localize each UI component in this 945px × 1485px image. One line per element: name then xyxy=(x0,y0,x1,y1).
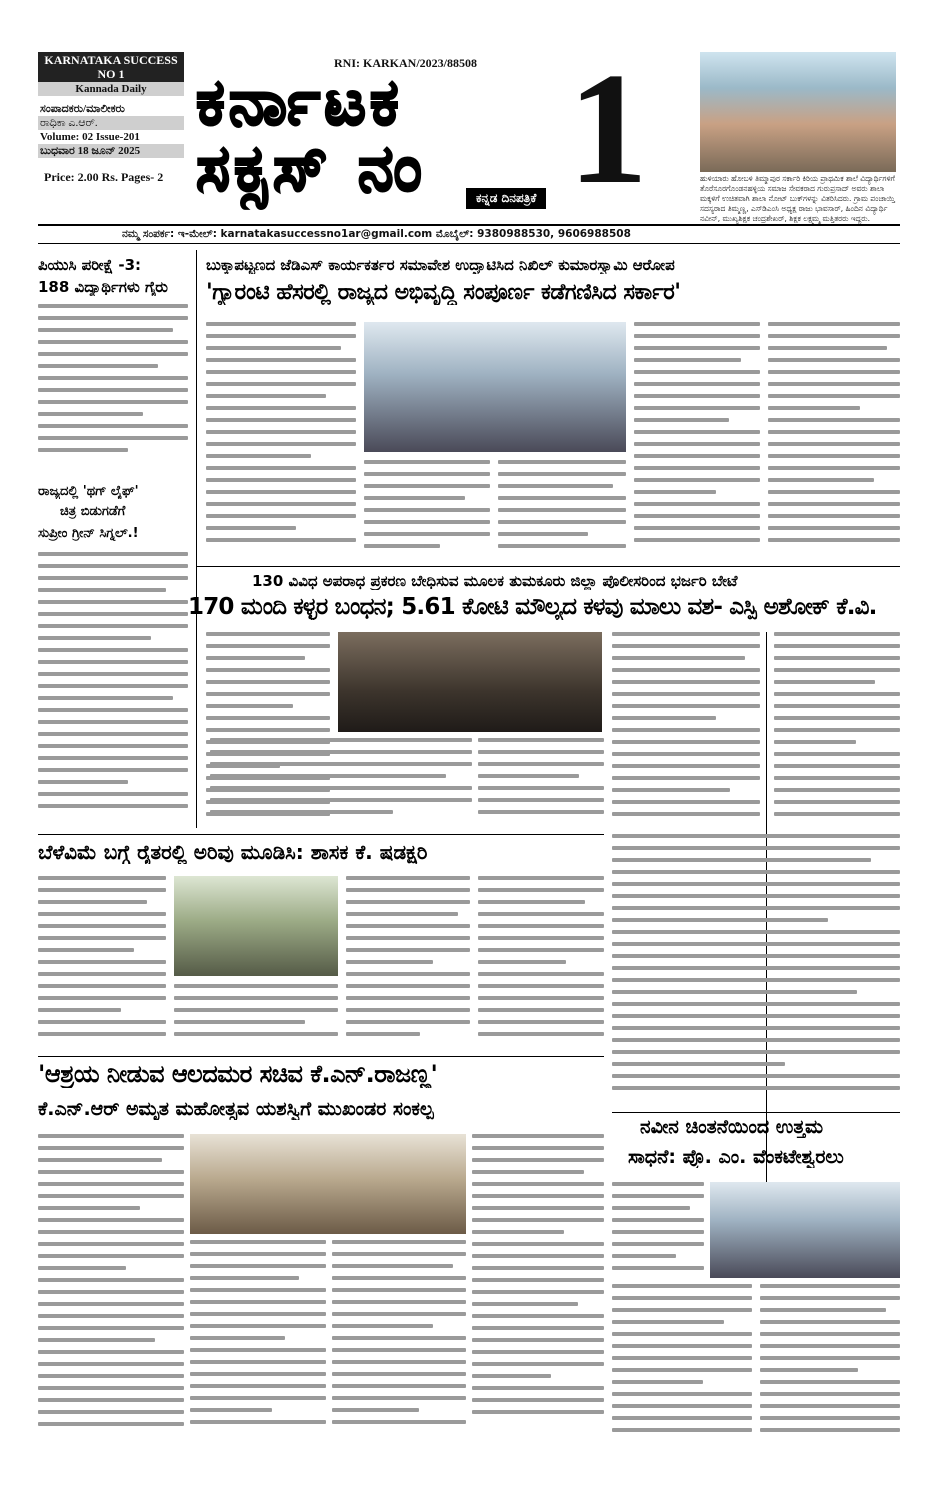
police-body-col2 xyxy=(210,738,472,828)
section-rule-4 xyxy=(612,1112,900,1113)
venkatesh-headline: ನವೀನ ಚಿಂತನೆಯಿಂದ ಉತ್ತಮ xyxy=(640,1116,824,1138)
nikhil-body-col3 xyxy=(498,460,626,560)
rajanna-body-col3 xyxy=(332,1240,466,1444)
police-body-col5 xyxy=(774,632,900,828)
top-photo-caption: ಹುಳಿಯಾರು ಹೋಬಳಿ ತಿಮ್ಮಾಪುರ ಸರ್ಕಾರಿ ಕಿರಿಯ ಪ್ರಾಥಮಿಕ ಶಾಲೆ ವಿದ್ಯಾರ್ಥಿಗಳಿಗೆ ತೊರೆಸೂರಗೊಂಡನಹಳ್ಳಿಯ ಸಮಾಜ ಸೇವಕರಾದ ಗುರುಪ್ರಸಾದ್ ಅವರು ಶಾಲಾ ಮಕ್ಕಳಿಗೆ ಉಚಿತವಾಗಿ ಶಾಲಾ ನೋಟ್ ಬುಕ್‌ಗಳನ್ನು ವಿತರಿಸಿದರು. ಗ್ರಾಮ ಪಂಚಾಯ್ತಿ ಸದಸ್ಯರಾದ ತಿಮ್ಮಣ್ಣ, ಎಸ್‌ಡಿಎಂಸಿ ಅಧ್ಯಕ್ಷ ರಾಜು ಭಾವಸಾರ್, ಹಿಂದಿನ ವಿದ್ಯಾರ್ಥಿ ನವೀನ್, ಮುಖ್ಯಶಿಕ್ಷಕ ಚಂದ್ರಶೇಖರ್, ಶಿಕ್ಷಕ ಲಕ್ಷ್ಮಮ್ಮ ಮತ್ತಿತರರು ಇದ್ದರು. xyxy=(700,174,895,223)
police-press-photo xyxy=(338,632,602,732)
crop-body-col3 xyxy=(346,876,470,1052)
contact-bar: ನಮ್ಮ ಸಂಪರ್ಕ: ಇ-ಮೇಲ್: karnatakasuccessno1ar@gmail.com ಮೊಬೈಲ್: 9380988530, 9606988508 xyxy=(38,224,900,244)
section-rule xyxy=(196,566,900,567)
thug-body xyxy=(38,552,188,824)
english-title: KARNATAKA SUCCESS NO 1 xyxy=(38,52,184,82)
english-subtitle: Kannada Daily xyxy=(38,82,184,96)
rajanna-body-col2 xyxy=(190,1240,326,1444)
rni-number: RNI: KARKAN/2023/88508 xyxy=(334,56,477,70)
crop-body-col2 xyxy=(174,984,338,1052)
nikhil-body-col2 xyxy=(364,460,490,560)
venkatesh-subhead: ಸಾಧನೆ: ಪ್ರೊ. ಎಂ. ವೆಂಕಟೇಶ್ವರಲು xyxy=(628,1146,844,1168)
venkatesh-body-col1a xyxy=(612,1182,704,1278)
puc-body xyxy=(38,304,188,472)
nikhil-headline: 'ಗ್ಯಾರಂಟಿ ಹೆಸರಲ್ಲಿ ರಾಜ್ಯದ ಅಭಿವೃದ್ಧಿ ಸಂಪೂರ್ಣ ಕಡೆಗಣಿಸಿದ ಸರ್ಕಾರ' xyxy=(206,280,681,305)
school-children-photo xyxy=(700,52,896,172)
venkatesh-body-col1 xyxy=(612,1284,752,1444)
title-line-1: ಕರ್ನಾಟಕ xyxy=(196,66,403,140)
title-line-2: ಸಕ್ಸಸ್ ನಂ xyxy=(196,132,426,206)
venkatesh-body-col2 xyxy=(760,1284,900,1444)
crop-headline: ಬೆಳೆವಿಮೆ ಬಗ್ಗೆ ರೈತರಲ್ಲಿ ಅರಿವು ಮೂಡಿಸಿ: ಶಾಸಕ ಕೆ. ಷಡಕ್ಷರಿ xyxy=(38,840,428,864)
police-body-col3 xyxy=(478,738,604,828)
column-rule xyxy=(196,250,197,828)
nikhil-kicker: ಬುಕ್ಕಾಪಟ್ಟಣದ ಜೆಡಿಎಸ್ ಕಾರ್ಯಕರ್ತರ ಸಮಾವೇಶ ಉದ್ಘಾಟಿಸಿದ ನಿಖಿಲ್ ಕುಮಾರಸ್ವಾಮಿ ಆರೋಪ xyxy=(206,256,675,274)
police-kicker: 130 ವಿವಿಧ ಅಪರಾಧ ಪ್ರಕರಣ ಬೇಧಿಸುವ ಮೂಲಕ ತುಮಕೂರು ಜಿಲ್ಲಾ ಪೊಲೀಸರಿಂದ ಭರ್ಜರಿ ಬೇಟೆ xyxy=(252,572,738,590)
rajanna-subhead: ಕೆ.ಎನ್.ಆರ್ ಅಮೃತ ಮಹೋತ್ಸವ ಯಶಸ್ವಿಗೆ ಮುಖಂಡರ ಸಂಕಲ್ಪ xyxy=(38,1098,434,1120)
price-pages: Price: 2.00 Rs. Pages- 2 xyxy=(44,170,164,184)
rajanna-body-col1 xyxy=(38,1134,184,1444)
nikhil-body-col1 xyxy=(206,322,356,560)
thug-subhead-2: ಸುಪ್ರೀಂ ಗ್ರೀನ್ ಸಿಗ್ನಲ್.! xyxy=(38,526,139,541)
editor-label: ಸಂಪಾದಕರು/ಮಾಲೀಕರು xyxy=(40,103,125,115)
award-photo xyxy=(710,1182,900,1278)
police-body-col4 xyxy=(612,632,760,828)
rajanna-leaders-photo xyxy=(190,1134,466,1234)
rajanna-headline: 'ಆಶ್ರಯ ನೀಡುವ ಆಲದಮರ ಸಚಿವ ಕೆ.ಎನ್.ರಾಜಣ್ಣ' xyxy=(38,1060,438,1088)
daily-label: ಕನ್ನಡ ದಿನಪತ್ರಿಕೆ xyxy=(466,188,546,209)
puc-subhead: 188 ವಿದ್ಯಾರ್ಥಿಗಳು ಗೈರು xyxy=(38,278,168,296)
masthead-info xyxy=(38,52,184,212)
nikhil-body-col4 xyxy=(634,322,760,560)
thug-headline: ರಾಜ್ಯದಲ್ಲಿ 'ಥಗ್ ಲೈಫ್' xyxy=(38,484,139,499)
section-rule-2 xyxy=(38,834,604,835)
police-body-cont xyxy=(612,834,900,1108)
crop-vehicle-photo xyxy=(174,876,338,976)
nikhil-body-col5 xyxy=(768,322,900,560)
editor-name: ರಾಧಿಕಾ ಎ.ಆರ್. xyxy=(38,116,184,130)
issue-date: ಬುಧವಾರ 18 ಜೂನ್ 2025 xyxy=(38,144,184,158)
rajanna-body-col4 xyxy=(472,1134,604,1444)
crop-body-col1 xyxy=(38,876,166,1052)
title-number: 1 xyxy=(568,39,648,217)
volume-issue: Volume: 02 Issue-201 xyxy=(40,131,140,143)
police-headline: 170 ಮಂದಿ ಕಳ್ಳರ ಬಂಧನ; 5.61 ಕೋಟಿ ಮೌಲ್ಯದ ಕಳವು ಮಾಲು ವಶ- ಎಸ್ಪಿ ಅಶೋಕ್ ಕೆ.ವಿ. xyxy=(188,594,877,620)
jds-event-photo xyxy=(364,322,626,452)
thug-subhead: ಚಿತ್ರ ಬಿಡುಗಡೆಗೆ xyxy=(60,504,126,519)
crop-body-col4 xyxy=(478,876,604,1052)
puc-headline: ಪಿಯುಸಿ ಪರೀಕ್ಷೆ -3: xyxy=(38,256,142,274)
section-rule-3 xyxy=(38,1056,604,1057)
